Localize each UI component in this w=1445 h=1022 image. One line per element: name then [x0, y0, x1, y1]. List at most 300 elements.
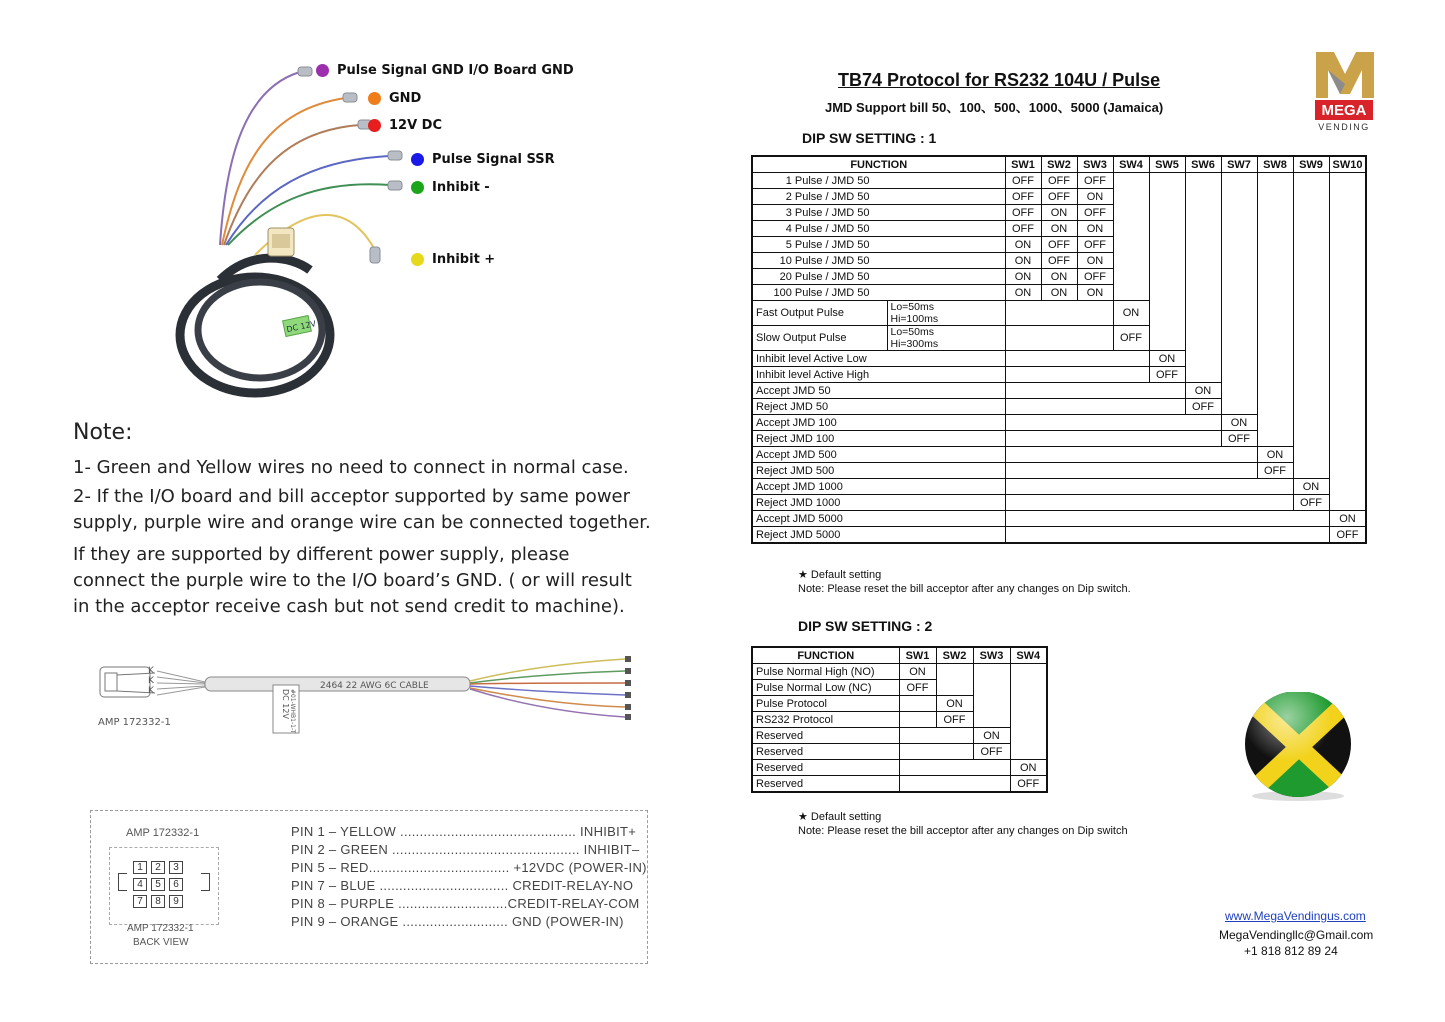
blank-cell [1329, 237, 1366, 253]
website-link[interactable]: www.MegaVendingus.com [1225, 909, 1366, 923]
blank-cell [1221, 237, 1257, 253]
blank-cell [1185, 351, 1221, 367]
red-dot-icon [368, 119, 381, 132]
blank-cell [1005, 511, 1329, 527]
blank-cell [1149, 189, 1185, 205]
sw-value: ON [1329, 511, 1366, 527]
pin-cell: 7 [133, 895, 147, 908]
blank-cell [1329, 221, 1366, 237]
blank-cell [1005, 383, 1185, 399]
wire-label-text: GND [389, 91, 422, 106]
sw-value: ON [1185, 383, 1221, 399]
blank-cell [1257, 269, 1293, 285]
blank-cell [936, 664, 973, 680]
pulse-label: 1 Pulse / JMD 50 [752, 173, 1005, 189]
blank-cell [1293, 463, 1329, 479]
blank-cell [973, 712, 1010, 728]
blank-cell [1221, 285, 1257, 301]
blank-cell [973, 664, 1010, 680]
sw-value: OFF [1149, 367, 1185, 383]
wire-label-blue [411, 152, 555, 167]
dip2-rows [752, 664, 1047, 793]
sw-value: ON [1041, 221, 1077, 237]
blank-cell [1329, 431, 1366, 447]
blank-cell [1005, 447, 1257, 463]
blank-cell [1010, 664, 1047, 680]
blank-cell [1113, 253, 1149, 269]
blank-cell [899, 728, 973, 744]
setting-label: Accept JMD 500 [752, 447, 1005, 463]
sw-value: ON [1005, 285, 1041, 301]
blank-cell [1293, 221, 1329, 237]
sw-value: OFF [1077, 269, 1113, 285]
setting-label: Reject JMD 5000 [752, 527, 1005, 544]
setting-label: Inhibit level Active Low [752, 351, 1005, 367]
logo-mega-text: MEGA [1315, 100, 1373, 120]
pulse-label: 100 Pulse / JMD 50 [752, 285, 1005, 301]
blank-cell [1113, 205, 1149, 221]
jamaica-flag-icon [1240, 692, 1358, 802]
pin-cell: 5 [151, 878, 165, 891]
header-sw: SW1 [899, 647, 936, 664]
note-line-1: 1- Green and Yellow wires no need to connect in normal case. [73, 457, 629, 478]
note-title: Note: [73, 420, 133, 445]
blank-cell [1149, 269, 1185, 285]
blank-cell [1221, 351, 1257, 367]
cable-tag-text: DC 12V [281, 689, 290, 719]
blank-cell [1329, 383, 1366, 399]
blank-cell [1257, 285, 1293, 301]
blank-cell [1329, 399, 1366, 415]
pin-line: PIN 9 – ORANGE ........................... GND (POWER-IN) [291, 914, 624, 929]
pin-line: PIN 5 – RED.................................... +12VDC (POWER-IN) [291, 860, 647, 875]
blank-cell [899, 760, 1010, 776]
pulse-label: 4 Pulse / JMD 50 [752, 221, 1005, 237]
blank-cell [1293, 431, 1329, 447]
orange-dot-icon [368, 92, 381, 105]
wire-label-text: 12V DC [389, 118, 443, 133]
dip1-table [751, 155, 1367, 544]
blank-cell [1005, 495, 1293, 511]
pulse-label: 5 Pulse / JMD 50 [752, 237, 1005, 253]
blank-cell [1257, 205, 1293, 221]
wire-label-red [368, 118, 442, 133]
dip1-pulse-row [752, 237, 1366, 253]
pulse-label: 2 Pulse / JMD 50 [752, 189, 1005, 205]
blank-cell [1257, 431, 1293, 447]
blank-cell [1005, 351, 1149, 367]
setting-label: Reserved [752, 760, 899, 776]
blank-cell [1221, 221, 1257, 237]
blank-cell [1293, 399, 1329, 415]
sw-value: OFF [1005, 205, 1041, 221]
pin-cell: 1 [133, 861, 147, 874]
blank-cell [1329, 495, 1366, 511]
blank-cell [1293, 367, 1329, 383]
blank-cell [1257, 221, 1293, 237]
blank-cell [1149, 221, 1185, 237]
blank-cell [1185, 221, 1221, 237]
setting-label: Accept JMD 5000 [752, 511, 1005, 527]
sw-value: OFF [1077, 237, 1113, 253]
blank-cell [1005, 463, 1257, 479]
fast-label: Fast Output Pulse [752, 301, 887, 326]
purple-dot-icon [316, 64, 329, 77]
blank-cell [899, 744, 973, 760]
sw-value: ON [1149, 351, 1185, 367]
blank-cell [1257, 189, 1293, 205]
cable-drawing [95, 645, 655, 740]
dip1-setting-row [752, 351, 1366, 367]
blank-cell [1329, 253, 1366, 269]
harness-tag-text: DC 12V [285, 319, 317, 335]
pin-line: PIN 8 – PURPLE ............................CREDIT-RELAY-COM [291, 896, 640, 911]
blank-cell [1329, 173, 1366, 189]
header-sw: SW1 [1005, 156, 1041, 173]
fast-lo: Lo=50ms [890, 301, 934, 313]
slow-lo: Lo=50ms [890, 326, 934, 338]
sw-value: ON [1005, 237, 1041, 253]
cable-text: 2464 22 AWG 6C CABLE [320, 681, 429, 691]
note-line-2b: supply, purple wire and orange wire can be connected together. [73, 512, 651, 533]
sw-value: OFF [1041, 173, 1077, 189]
sw-value: OFF [1005, 173, 1041, 189]
wire-label-text: Pulse Signal SSR [432, 152, 555, 167]
dip1-setting-row [752, 367, 1366, 383]
setting-label: Reject JMD 500 [752, 463, 1005, 479]
blank-cell [1149, 205, 1185, 221]
sw4-fast: ON [1113, 301, 1149, 326]
dip2-setting-row [752, 760, 1047, 776]
sw-value: OFF [1041, 253, 1077, 269]
note-line-2a: 2- If the I/O board and bill acceptor supported by same power [73, 486, 631, 507]
note-line-3b: connect the purple wire to the I/O board’s GND. ( or will result [73, 570, 632, 591]
blank-cell [1113, 285, 1149, 301]
dip1-setting-row [752, 415, 1366, 431]
sw-value: OFF [1010, 776, 1047, 793]
k-mark: K [148, 686, 154, 696]
blue-dot-icon [411, 153, 424, 166]
protocol-subtitle: JMD Support bill 50、100、500、1000、5000 (Jamaica) [825, 100, 1164, 115]
dip2-table [751, 646, 1048, 793]
setting-label: Inhibit level Active High [752, 367, 1005, 383]
header-sw: SW4 [1113, 156, 1149, 173]
pinout-box [90, 810, 648, 964]
pin-bottom-label-2: BACK VIEW [133, 937, 189, 948]
blank-cell [1257, 173, 1293, 189]
pin-cell: 3 [169, 861, 183, 874]
blank-cell [1257, 415, 1293, 431]
header-sw: SW6 [1185, 156, 1221, 173]
green-dot-icon [411, 181, 424, 194]
wire-label-text: Pulse Signal GND I/O Board GND [337, 63, 574, 78]
dip1-pulse-row [752, 285, 1366, 301]
blank-cell [1149, 253, 1185, 269]
sw-value: ON [1257, 447, 1293, 463]
protocol-title: TB74 Protocol for RS232 104U / Pulse [838, 70, 1161, 90]
pin-line: PIN 1 – YELLOW ............................................. INHIBIT+ [291, 824, 637, 839]
blank-cell [1010, 696, 1047, 712]
blank-cell [1329, 351, 1366, 367]
dip1-pulse-rows [752, 173, 1366, 301]
dip1-header-row [752, 156, 1366, 173]
sw-value: ON [936, 696, 973, 712]
header-sw: SW8 [1257, 156, 1293, 173]
blank-cell [1293, 173, 1329, 189]
sw-value: OFF [1329, 527, 1366, 544]
wire-label-text: Inhibit - [432, 180, 490, 195]
blank-cell [1293, 383, 1329, 399]
blank-cell [1329, 205, 1366, 221]
yellow-dot-icon [411, 253, 424, 266]
setting-label: Reserved [752, 744, 899, 760]
blank-cell [1221, 253, 1257, 269]
slow-hi: Hi=300ms [890, 338, 939, 350]
dip1-setting-row [752, 511, 1366, 527]
blank-cell [973, 680, 1010, 696]
header-function: FUNCTION [752, 156, 1005, 173]
header-sw: SW2 [1041, 156, 1077, 173]
blank-cell [1185, 237, 1221, 253]
sw-value: ON [1221, 415, 1257, 431]
setting-label: Reject JMD 1000 [752, 495, 1005, 511]
blank-cell [1293, 415, 1329, 431]
setting-label: RS232 Protocol [752, 712, 899, 728]
sw-value: OFF [1005, 221, 1041, 237]
blank-cell [899, 712, 936, 728]
blank-cell [1113, 189, 1149, 205]
blank-cell [1293, 189, 1329, 205]
dip2-setting-row [752, 712, 1047, 728]
dip1-reset-note: Note: Please reset the bill acceptor after any changes on Dip switch. [798, 583, 1131, 595]
blank-cell [1005, 415, 1221, 431]
pulse-label: 20 Pulse / JMD 50 [752, 269, 1005, 285]
blank-cell [1257, 383, 1293, 399]
dip1-setting-row [752, 479, 1366, 495]
wire-label-green [411, 180, 490, 195]
dip1-pulse-row [752, 205, 1366, 221]
setting-label: Accept JMD 100 [752, 415, 1005, 431]
blank-cell [899, 776, 1010, 793]
dip1-setting-row [752, 431, 1366, 447]
contact-email: MegaVendingllc@Gmail.com [1219, 928, 1374, 942]
sw-value: OFF [1293, 495, 1329, 511]
blank-cell [1293, 237, 1329, 253]
sw-value: ON [899, 664, 936, 680]
dip1-slow-row [752, 326, 1366, 351]
dip2-setting-row [752, 744, 1047, 760]
dip1-pulse-row [752, 269, 1366, 285]
blank-cell [1005, 527, 1329, 544]
blank-cell [899, 696, 936, 712]
blank-cell [1005, 431, 1221, 447]
header-sw: SW9 [1293, 156, 1329, 173]
blank-cell [1005, 301, 1113, 326]
blank-cell [1005, 479, 1293, 495]
setting-label: Reject JMD 50 [752, 399, 1005, 415]
pin-cell: 9 [169, 895, 183, 908]
setting-label: Accept JMD 50 [752, 383, 1005, 399]
dip1-pulse-row [752, 221, 1366, 237]
header-sw: SW5 [1149, 156, 1185, 173]
dip2-reset-note: Note: Please reset the bill acceptor after any changes on Dip switch [798, 825, 1128, 837]
dip2-setting-row [752, 680, 1047, 696]
blank-cell [1329, 463, 1366, 479]
wire-label-yellow [411, 252, 495, 267]
blank-cell [1329, 285, 1366, 301]
blank-cell [1113, 173, 1149, 189]
sw-value: OFF [1185, 399, 1221, 415]
dip1-default-note: ★ Default setting [798, 569, 882, 581]
blank-cell [1293, 351, 1329, 367]
header-sw: SW3 [973, 647, 1010, 664]
header-sw: SW7 [1221, 156, 1257, 173]
blank-cell [1329, 269, 1366, 285]
blank-cell [936, 680, 973, 696]
connector-latch [118, 873, 127, 891]
blank-cell [1221, 383, 1257, 399]
sw-value: ON [1077, 189, 1113, 205]
sw-value: OFF [973, 744, 1010, 760]
connector-latch [201, 873, 210, 891]
blank-cell [1185, 253, 1221, 269]
dip2-setting-row [752, 664, 1047, 680]
header-function: FUNCTION [752, 647, 899, 664]
dip2-header-row [752, 647, 1047, 664]
pulse-label: 10 Pulse / JMD 50 [752, 253, 1005, 269]
sw-value: OFF [899, 680, 936, 696]
sw-value: OFF [1257, 463, 1293, 479]
sw-value: OFF [1077, 173, 1113, 189]
dip1-other-rows [752, 351, 1366, 544]
wire-label-orange [368, 91, 421, 106]
blank-cell [1005, 399, 1185, 415]
blank-cell [1221, 367, 1257, 383]
dip1-pulse-row [752, 173, 1366, 189]
sw-value: OFF [936, 712, 973, 728]
blank-cell [1010, 744, 1047, 760]
blank-cell [1293, 447, 1329, 463]
cable-tag-sub: #01-WHB1-1-T [289, 689, 296, 734]
blank-cell [1221, 269, 1257, 285]
k-mark: K [148, 666, 154, 676]
dip2-setting-row [752, 696, 1047, 712]
setting-label: Reserved [752, 776, 899, 793]
dip1-pulse-row [752, 253, 1366, 269]
dip1-setting-row [752, 463, 1366, 479]
header-sw: SW4 [1010, 647, 1047, 664]
blank-cell [1185, 189, 1221, 205]
blank-cell [1293, 253, 1329, 269]
blank-cell [1329, 367, 1366, 383]
header-sw: SW10 [1329, 156, 1366, 173]
blank-cell [1221, 189, 1257, 205]
blank-cell [1185, 367, 1221, 383]
blank-cell [1257, 351, 1293, 367]
pin-cell: 4 [133, 878, 147, 891]
blank-cell [1185, 285, 1221, 301]
blank-cell [1257, 237, 1293, 253]
wire-label-purple [316, 63, 574, 78]
setting-label: Pulse Normal High (NO) [752, 664, 899, 680]
sw-value: OFF [1041, 237, 1077, 253]
slow-label: Slow Output Pulse [752, 326, 887, 351]
pin-cell: 8 [151, 895, 165, 908]
blank-cell [1005, 367, 1149, 383]
sw-value: ON [1041, 285, 1077, 301]
blank-cell [1257, 253, 1293, 269]
sw-value: OFF [1005, 189, 1041, 205]
dip2-default-note: ★ Default setting [798, 811, 882, 823]
pin-top-label: AMP 172332-1 [126, 827, 200, 839]
blank-cell [1257, 399, 1293, 415]
pin-cell: 6 [169, 878, 183, 891]
blank-cell [1185, 173, 1221, 189]
blank-cell [1221, 173, 1257, 189]
sw-value: ON [1005, 269, 1041, 285]
dip1-fast-row [752, 301, 1366, 326]
dip1-setting-row [752, 383, 1366, 399]
header-sw: SW2 [936, 647, 973, 664]
sw-value: OFF [1221, 431, 1257, 447]
blank-cell [1329, 415, 1366, 431]
sw-value: ON [1077, 253, 1113, 269]
sw-value: ON [1077, 285, 1113, 301]
dip1-pulse-row [752, 189, 1366, 205]
blank-cell [1329, 189, 1366, 205]
sw-value: OFF [1041, 189, 1077, 205]
slow-timing [887, 326, 1005, 351]
blank-cell [1221, 399, 1257, 415]
pin-line: PIN 7 – BLUE ................................. CREDIT-RELAY-NO [291, 878, 634, 893]
blank-cell [1010, 712, 1047, 728]
blank-cell [973, 696, 1010, 712]
blank-cell [1221, 205, 1257, 221]
dip2-setting-row [752, 776, 1047, 793]
dip1-setting-row [752, 527, 1366, 544]
sw-value: ON [1041, 205, 1077, 221]
blank-cell [1293, 269, 1329, 285]
sw4-slow: OFF [1113, 326, 1149, 351]
blank-cell [1149, 237, 1185, 253]
pin-bottom-label-1: AMP 172332-1 [127, 923, 194, 934]
blank-cell [1329, 447, 1366, 463]
contact-phone: +1 818 812 89 24 [1244, 944, 1338, 958]
pin-cell: 2 [151, 861, 165, 874]
mega-vending-logo-icon [1312, 48, 1378, 100]
blank-cell [1185, 269, 1221, 285]
sw-value: OFF [1077, 205, 1113, 221]
dip1-setting-row [752, 399, 1366, 415]
dip1-heading: DIP SW SETTING : 1 [802, 130, 937, 146]
cable-connector-label: AMP 172332-1 [98, 717, 171, 728]
sw-value: ON [1293, 479, 1329, 495]
sw-value: ON [1041, 269, 1077, 285]
sw-value: ON [1005, 253, 1041, 269]
setting-label: Pulse Normal Low (NC) [752, 680, 899, 696]
dip1-setting-row [752, 495, 1366, 511]
blank-cell [1010, 680, 1047, 696]
dip2-heading: DIP SW SETTING : 2 [798, 618, 933, 634]
sw-value: ON [973, 728, 1010, 744]
k-mark: K [148, 676, 154, 686]
pulse-label: 3 Pulse / JMD 50 [752, 205, 1005, 221]
setting-label: Reject JMD 100 [752, 431, 1005, 447]
fast-timing [887, 301, 1005, 326]
blank-cell [1113, 221, 1149, 237]
blank-cell [1293, 285, 1329, 301]
wire-label-text: Inhibit + [432, 252, 496, 267]
